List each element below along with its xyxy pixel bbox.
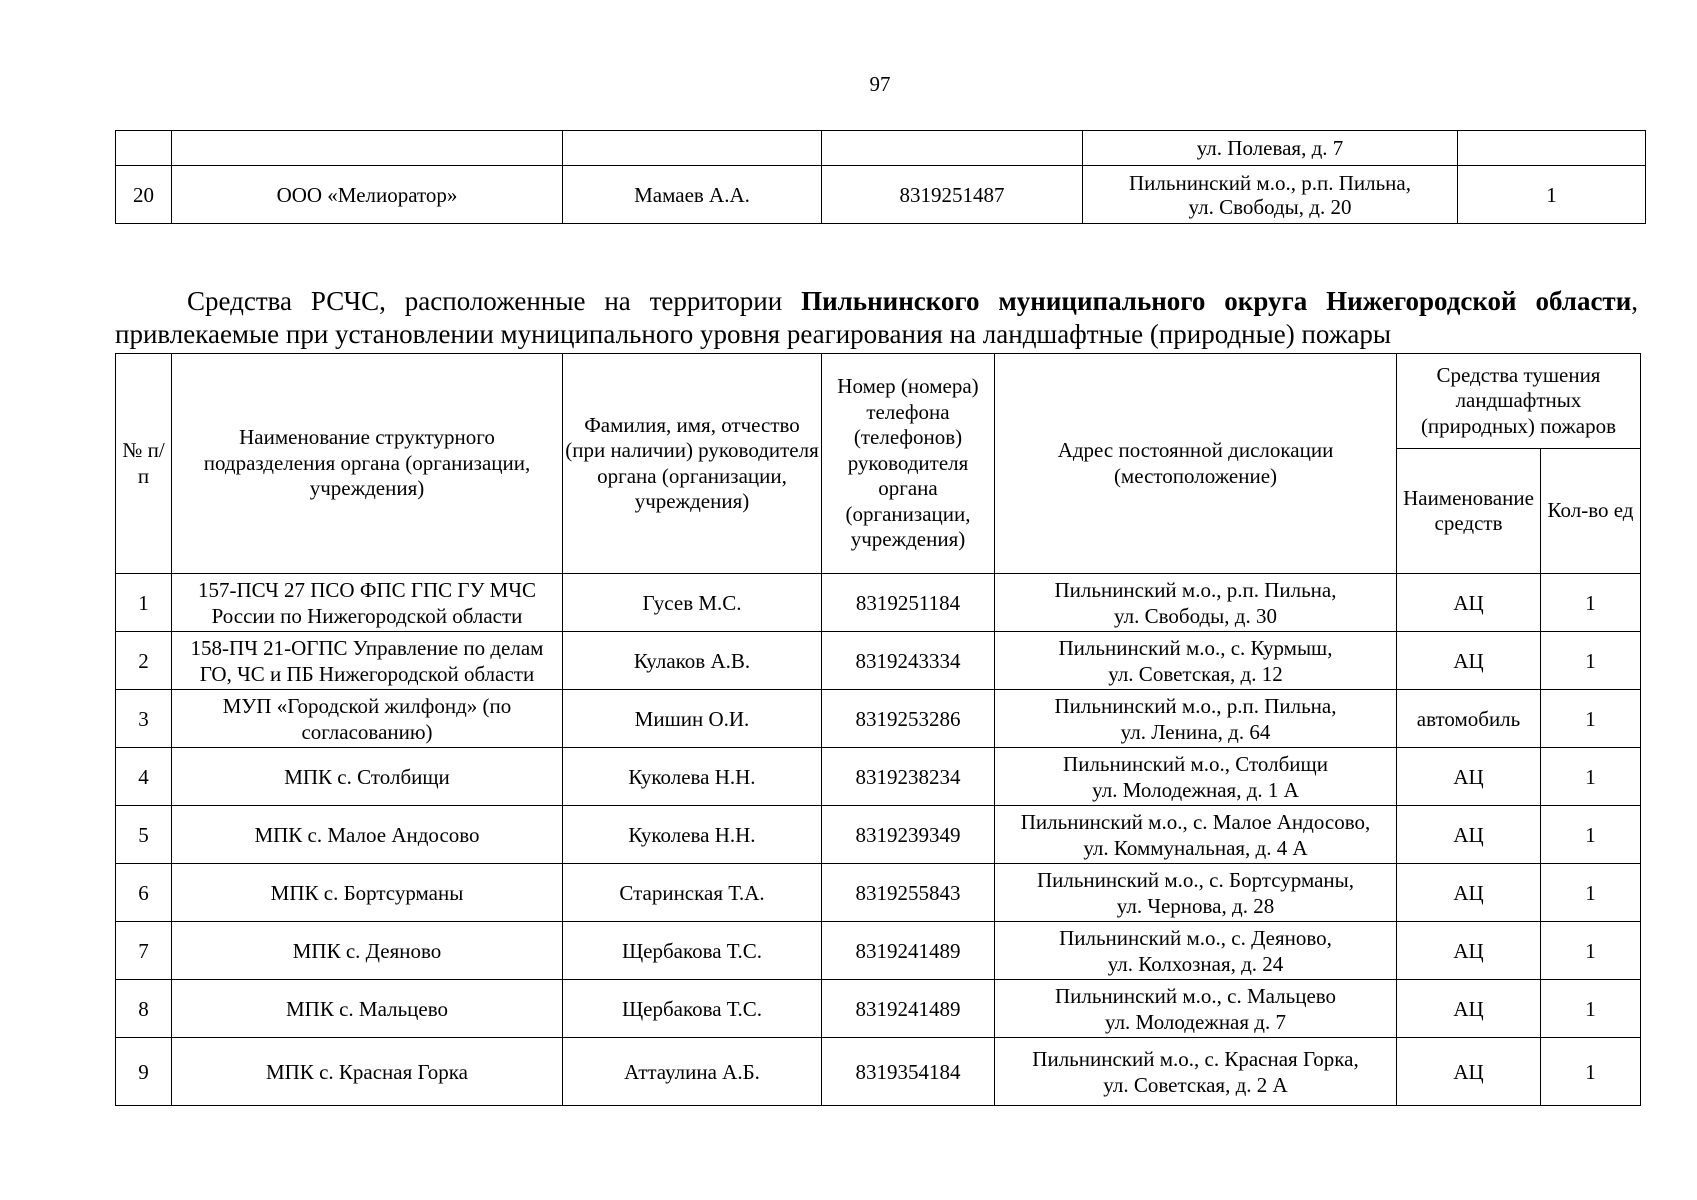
address-line: Пильнинский м.о., р.п. Пильна, — [1129, 170, 1411, 195]
address-line: ул. Чернова, д. 28 — [1116, 893, 1275, 918]
address-cell — [995, 748, 1397, 806]
head-cell: Мамаев А.А. — [563, 166, 822, 224]
page-number: 97 — [869, 72, 891, 96]
header-number: № п/п — [116, 354, 172, 574]
row-number-cell: 20 — [116, 166, 172, 224]
address-cell — [995, 864, 1397, 922]
head-cell: Щербакова Т.С. — [563, 980, 822, 1038]
phone-cell: 8319255843 — [822, 864, 995, 922]
quantity-cell: 1 — [1541, 864, 1641, 922]
row-number-cell: 3 — [116, 690, 172, 748]
address-line: ул. Полевая, д. 7 — [1196, 136, 1344, 160]
table-row — [116, 574, 1641, 632]
address-line: Пильнинский м.о., с. Бортсурманы, — [1036, 867, 1355, 892]
quantity-cell: 1 — [1541, 748, 1641, 806]
header-head-name: Фамилия, имя, отчество (при наличии) руководителя органа (организации, учреждения) — [563, 354, 822, 574]
quantity-cell: 1 — [1541, 632, 1641, 690]
heading-text-end: , привлекаемые при установлении муниципального уровня реагирования на ландшафтные (природные) пожары — [115, 286, 1639, 349]
organization-cell: МПК с. Деяново — [172, 922, 563, 980]
address-line: ул. Советская, д. 12 — [1108, 661, 1283, 686]
table-row — [116, 1038, 1641, 1106]
phone-cell: 8319239349 — [822, 806, 995, 864]
address-line: ул. Молодежная, д. 1 А — [1092, 777, 1299, 802]
row-number-cell: 1 — [116, 574, 172, 632]
head-cell: Аттаулина А.Б. — [563, 1038, 822, 1106]
row-number-cell: 8 — [116, 980, 172, 1038]
header-address: Адрес постоянной дислокации (местоположение) — [995, 354, 1397, 574]
head-cell: Кулаков А.В. — [563, 632, 822, 690]
phone-cell: 8319241489 — [822, 980, 995, 1038]
table-row — [116, 806, 1641, 864]
organization-cell: 157-ПСЧ 27 ПСО ФПС ГПС ГУ МЧС России по Нижегородской области — [172, 574, 563, 632]
address-cell — [995, 1038, 1397, 1106]
header-means-quantity: Кол-во ед — [1541, 449, 1641, 574]
quantity-cell: 1 — [1541, 980, 1641, 1038]
quantity-cell: 1 — [1541, 1038, 1641, 1106]
row-number-cell: 4 — [116, 748, 172, 806]
address-line: ул. Коммунальная, д. 4 А — [1083, 835, 1308, 860]
address-cell — [995, 690, 1397, 748]
organization-cell: МПК с. Мальцево — [172, 980, 563, 1038]
head-cell: Мишин О.И. — [563, 690, 822, 748]
header-means-name: Наименование средств — [1397, 449, 1541, 574]
heading-text: Средства РСЧС, расположенные на территории — [187, 286, 802, 316]
quantity-cell: 1 — [1541, 690, 1641, 748]
phone-cell: 8319241489 — [822, 922, 995, 980]
means-cell: автомобиль — [1397, 690, 1541, 748]
phone-cell — [822, 131, 1083, 166]
table-row — [116, 748, 1641, 806]
section-heading — [115, 285, 1638, 351]
quantity-cell: 1 — [1541, 574, 1641, 632]
head-cell: Куколева Н.Н. — [563, 806, 822, 864]
row-number-cell: 9 — [116, 1038, 172, 1106]
table-row — [116, 166, 1646, 224]
means-cell: АЦ — [1397, 632, 1541, 690]
address-line: Пильнинский м.о., с. Малое Андосово, — [1020, 809, 1371, 834]
table-row — [116, 980, 1641, 1038]
row-number-cell: 5 — [116, 806, 172, 864]
organization-cell: ООО «Мелиоратор» — [172, 166, 563, 224]
head-cell: Старинская Т.А. — [563, 864, 822, 922]
means-cell: АЦ — [1397, 806, 1541, 864]
organization-cell: МПК с. Бортсурманы — [172, 864, 563, 922]
address-line: ул. Свободы, д. 30 — [1114, 603, 1277, 628]
organization-cell — [172, 131, 563, 166]
heading-bold-text: Пильнинского муниципального округа Нижегородской области — [801, 286, 1632, 316]
header-organization: Наименование структурного подразделения органа (организации, учреждения) — [172, 354, 563, 574]
header-means-group: Средства тушения ландшафтных (природных) пожаров — [1397, 354, 1641, 449]
address-cell — [1083, 166, 1458, 224]
address-line: Пильнинский м.о., р.п. Пильна, — [1054, 693, 1337, 718]
means-cell: АЦ — [1397, 748, 1541, 806]
quantity-cell: 1 — [1541, 806, 1641, 864]
rschs-resources-table — [115, 353, 1641, 1106]
address-line: ул. Ленина, д. 64 — [1120, 719, 1271, 744]
means-cell: АЦ — [1397, 980, 1541, 1038]
head-cell: Гусев М.С. — [563, 574, 822, 632]
address-line: Пильнинский м.о., с. Курмыш, — [1058, 635, 1333, 660]
previous-table-continuation — [115, 130, 1646, 224]
head-cell — [563, 131, 822, 166]
row-number-cell — [116, 131, 172, 166]
address-line: ул. Свободы, д. 20 — [1188, 194, 1352, 219]
phone-cell: 8319253286 — [822, 690, 995, 748]
row-number-cell: 2 — [116, 632, 172, 690]
table-row — [116, 922, 1641, 980]
quantity-cell: 1 — [1458, 166, 1646, 224]
address-cell — [995, 574, 1397, 632]
address-line: Пильнинский м.о., с. Красная Горка, — [1032, 1046, 1359, 1071]
organization-cell: 158-ПЧ 21-ОГПС Управление по делам ГО, ЧС и ПБ Нижегородской области — [172, 632, 563, 690]
header-phone: Номер (номера) телефона (телефонов) руководителя органа (организации, учреждения) — [822, 354, 995, 574]
organization-cell: МПК с. Красная Горка — [172, 1038, 563, 1106]
table-row — [116, 131, 1646, 166]
phone-cell: 8319251184 — [822, 574, 995, 632]
address-line: ул. Советская, д. 2 А — [1103, 1072, 1288, 1097]
address-line: Пильнинский м.о., р.п. Пильна, — [1054, 577, 1337, 602]
table-row — [116, 632, 1641, 690]
phone-cell: 8319243334 — [822, 632, 995, 690]
address-cell — [995, 632, 1397, 690]
phone-cell: 8319354184 — [822, 1038, 995, 1106]
head-cell: Щербакова Т.С. — [563, 922, 822, 980]
organization-cell: МПК с. Столбищи — [172, 748, 563, 806]
address-cell — [995, 922, 1397, 980]
address-line: Пильнинский м.о., с. Мальцево — [1054, 983, 1337, 1008]
phone-cell: 8319251487 — [822, 166, 1083, 224]
means-cell: АЦ — [1397, 922, 1541, 980]
row-number-cell: 6 — [116, 864, 172, 922]
means-cell: АЦ — [1397, 864, 1541, 922]
means-cell: АЦ — [1397, 1038, 1541, 1106]
address-line: ул. Молодежная д. 7 — [1105, 1009, 1286, 1034]
address-line: ул. Колхозная, д. 24 — [1107, 951, 1284, 976]
head-cell: Куколева Н.Н. — [563, 748, 822, 806]
table-row — [116, 864, 1641, 922]
phone-cell: 8319238234 — [822, 748, 995, 806]
organization-cell: МПК с. Малое Андосово — [172, 806, 563, 864]
quantity-cell — [1458, 131, 1646, 166]
table-row — [116, 690, 1641, 748]
address-cell — [1083, 131, 1458, 166]
address-cell — [995, 806, 1397, 864]
address-cell — [995, 980, 1397, 1038]
organization-cell: МУП «Городской жилфонд» (по согласованию) — [172, 690, 563, 748]
row-number-cell: 7 — [116, 922, 172, 980]
address-line: Пильнинский м.о., с. Деяново, — [1059, 925, 1332, 950]
address-line: Пильнинский м.о., Столбищи — [1063, 751, 1328, 776]
quantity-cell: 1 — [1541, 922, 1641, 980]
means-cell: АЦ — [1397, 574, 1541, 632]
